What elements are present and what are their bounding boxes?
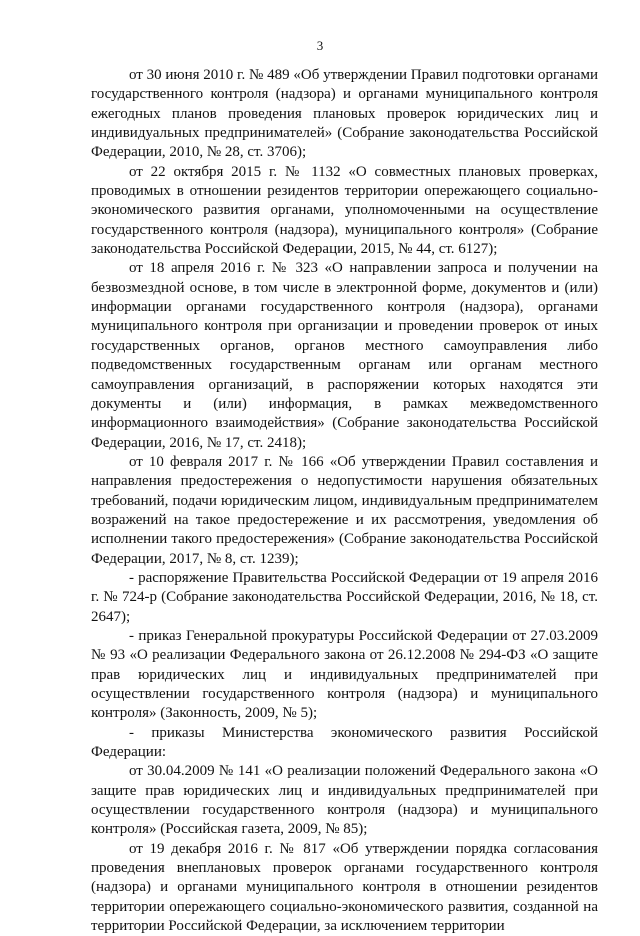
paragraph-decree-323: от 18 апреля 2016 г. № 323 «О направлении запроса и получении на безвозмездной основе, в том числе в электронной форме, документов и (или) информации органами государственного контроля (надзора), органами муниципального контроля при организации и проведении проверок от иных государственных органов, органов местного самоуправления либо подведомственных государственным органам или органам местного самоуправления организаций, в распоряжении которых находятся эти документы и (или) информация, в рамках межведомственного информационного взаимодействия» (Собрание законодательства Российской Федерации, 2016, № 17, ст. 2418); xyxy=(91,260,598,451)
paragraph-order-141: от 30.04.2009 № 141 «О реализации положений Федерального закона «О защите прав юридических лиц и индивидуальных предпринимателей при осуществлении государственного контроля (надзора) и муниципального контроля» (Российская газета, 2009, № 85); xyxy=(91,763,598,838)
paragraph-decree-489: от 30 июня 2010 г. № 489 «Об утверждении Правил подготовки органами государственного контроля (надзора) и органами муниципального контроля ежегодных планов проведения плановых проверок юридических лиц и индивидуальных предпринимателей» (Собрание законодательства Российской Федерации, 2010, № 28, ст. 3706); xyxy=(91,67,598,161)
paragraph-prosecutor-order-93: - приказ Генеральной прокуратуры Российской Федерации от 27.03.2009 № 93 «О реализации Федерального закона от 26.12.2008 № 294-ФЗ «О защите прав юридических лиц и индивидуальных предпринимателей при осуществлении государственного контроля (надзора) и муниципального контроля» (Законность, 2009, № 5); xyxy=(91,627,598,722)
paragraph-order-817: от 19 декабря 2016 г. № 817 «Об утверждении порядка согласования проведения внеплановых проверок органами государственного контроля (надзора) и органами муниципального контроля в отношении резидентов территории опережающего социально-экономического развития, созданной на территории Российской Федерации, за исключением территории xyxy=(91,840,598,935)
page-number: 3 xyxy=(316,38,324,53)
document-body xyxy=(91,66,598,936)
paragraph-decree-166: от 10 февраля 2017 г. № 166 «Об утверждении Правил составления и направления предостережения о недопустимости нарушения обязательных требований, подачи юридическим лицом, индивидуальным предпринимателем возражений на такое предостережение и их рассмотрения, уведомления об исполнении такого предостережения» (Собрание законодательства Российской Федерации, 2017, № 8, ст. 1239); xyxy=(91,453,598,567)
paragraph-order-724-r: - распоряжение Правительства Российской Федерации от 19 апреля 2016 г. № 724-р (Собрание законодательства Российской Федерации, 2016, № 18, ст. 2647); xyxy=(91,569,598,625)
paragraph-ministry-orders-heading: - приказы Министерства экономического развития Российской Федерации: xyxy=(91,724,598,761)
paragraph-decree-1132: от 22 октября 2015 г. № 1132 «О совместных плановых проверках, проводимых в отношении резидентов территории опережающего социально-экономического развития органами, уполномоченными на осуществление государственного контроля (надзора), муниципального контроля» (Собрание законодательства Российской Федерации, 2015, № 44, ст. 6127); xyxy=(91,163,598,258)
